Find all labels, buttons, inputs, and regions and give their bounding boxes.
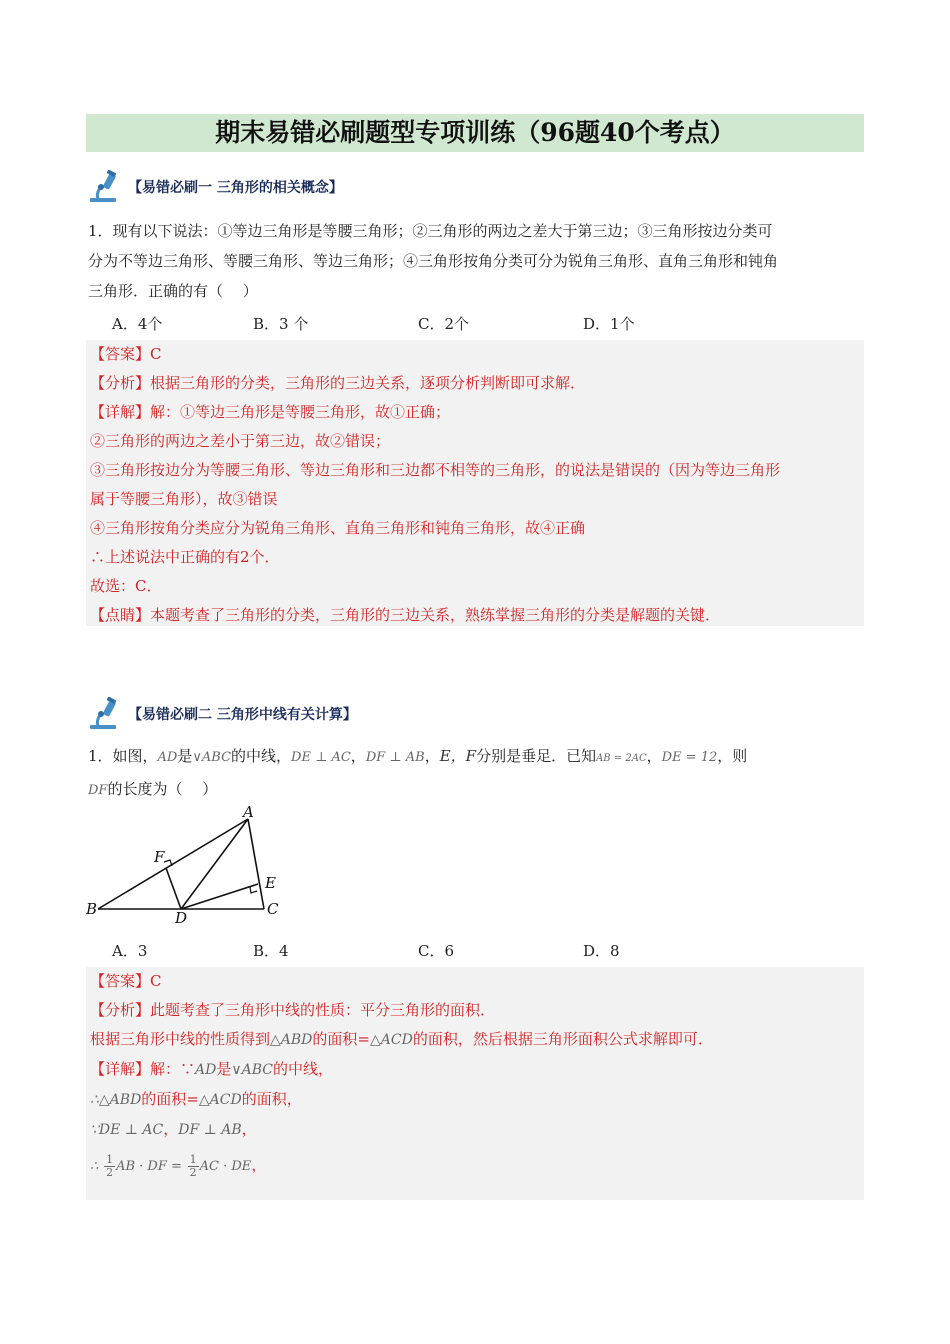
right-angle-e	[250, 887, 257, 893]
question-text: 1．如图，	[88, 747, 158, 765]
label-f: F	[154, 848, 165, 866]
microscope-icon	[86, 170, 126, 204]
detail-line: ∴上述说法中正确的有2个．	[90, 548, 280, 566]
question-text: 的长度为（ ）	[107, 780, 218, 798]
fraction-half	[104, 1154, 115, 1179]
option-d: D．1个	[583, 315, 635, 333]
section-label-1: 【易错必刷一 三角形的相关概念】	[128, 180, 343, 196]
question-text: ，	[424, 747, 440, 765]
math-df-perp-ab: DF ⊥ AB	[178, 1122, 242, 1138]
detail-line	[90, 1115, 860, 1145]
option-b: B．4	[253, 942, 289, 960]
triangle-figure	[86, 806, 286, 924]
answer-box-2	[86, 967, 864, 1200]
option-a: A．3	[112, 942, 148, 960]
median-ad	[181, 819, 248, 909]
math-therefore: ∴	[90, 1159, 99, 1174]
math-abc: ∨ABC	[192, 750, 232, 765]
math-ab-df: AB · DF =	[116, 1159, 182, 1174]
label-e: E	[265, 874, 276, 892]
detail-line: 【详解】解：①等边三角形是等腰三角形，故①正确；	[90, 403, 451, 421]
math-ac-de: AC · DE	[199, 1159, 252, 1174]
detail-line: ②三角形的两边之差小于第三边，故②错误；	[90, 432, 391, 450]
question-1-text	[88, 216, 868, 306]
perp-df	[166, 868, 181, 909]
fraction-half	[188, 1154, 199, 1179]
comment-line: 【点睛】本题考查了三角形的分类，三角形的三边关系，熟练掌握三角形的分类是解题的关键．	[90, 606, 721, 624]
choice-line: 故选：C．	[90, 577, 162, 595]
label-d: D	[175, 909, 188, 924]
question-1-options	[112, 313, 812, 335]
analysis-line-2	[90, 1025, 860, 1055]
detail-line	[90, 1055, 860, 1085]
section-label-2: 【易错必刷二 三角形中线有关计算】	[128, 707, 357, 723]
answer-text: ，	[251, 1156, 267, 1174]
math-ad: AD	[157, 750, 178, 765]
label-a: A	[243, 806, 254, 821]
section-header-2	[86, 697, 357, 731]
question-text: ，	[350, 747, 366, 765]
answer-text: 的面积=	[141, 1090, 199, 1108]
math-ad: AD	[195, 1062, 217, 1078]
question-2-options	[112, 940, 812, 962]
analysis-line: 【分析】根据三角形的分类，三角形的三边关系，逐项分析判断即可求解．	[90, 374, 586, 392]
question-text: 的中线，	[231, 747, 292, 765]
detail-line: ④三角形按角分类应分为锐角三角形、直角三角形和钝角三角形，故④正确	[90, 519, 586, 537]
fraction-numerator: 1	[106, 1152, 114, 1166]
option-d: D．8	[583, 942, 620, 960]
answer-text: 是	[216, 1060, 232, 1078]
math-acd: △ACD	[369, 1032, 413, 1048]
microscope-icon	[86, 697, 126, 731]
math-de-perp-ac: DE ⊥ AC	[291, 750, 351, 765]
math-de-perp-ac: ∵DE ⊥ AC	[90, 1122, 164, 1138]
option-a: A．4个	[112, 315, 163, 333]
option-c: C．2个	[418, 315, 470, 333]
question-line: 分为不等边三角形、等腰三角形、等边三角形；④三角形按角分类可分为锐角三角形、直角三角形和钝角	[88, 252, 779, 270]
math-abc: ∨ABC	[231, 1062, 273, 1078]
question-2-text	[88, 741, 868, 806]
detail-line	[90, 1085, 860, 1115]
answer-line: 【答案】C	[90, 345, 162, 363]
side-ba	[98, 819, 248, 909]
detail-line: ③三角形按边分为等腰三角形、等边三角形和三边都不相等的三角形，的说法是错误的（因为等边三角形	[90, 461, 781, 479]
math-abd: ∴△ABD	[90, 1092, 142, 1108]
side-ac	[248, 819, 264, 909]
math-abd: △ABD	[270, 1032, 313, 1048]
fraction-denominator: 2	[189, 1165, 197, 1179]
label-c: C	[267, 900, 279, 918]
question-text: 是	[177, 747, 193, 765]
answer-text: 的中线，	[273, 1060, 334, 1078]
answer-text: 的面积，	[241, 1090, 302, 1108]
answer-text: 的面积=	[312, 1030, 370, 1048]
answer-text: ，	[163, 1120, 179, 1138]
math-df-perp-ab: DF ⊥ AB	[365, 750, 425, 765]
section-header-1	[86, 170, 343, 204]
page-title: 期末易错必刷题型专项训练（96题40个考点）	[86, 114, 864, 152]
answer-text: 的面积，然后根据三角形面积公式求解即可．	[412, 1030, 713, 1048]
question-line: 1．现有以下说法：①等边三角形是等腰三角形；②三角形的两边之差大于第三边；③三角形按边分类可	[88, 222, 773, 240]
detail-equation	[90, 1145, 860, 1187]
option-b: B．3 个	[253, 315, 309, 333]
math-ab-2ac: AB = 2AC	[596, 753, 647, 764]
math-acd: △ACD	[198, 1092, 242, 1108]
answer-text: 【详解】解：∵	[90, 1060, 196, 1078]
answer-text: ，	[241, 1120, 257, 1138]
label-b: B	[86, 900, 98, 918]
math-de-12: DE = 12	[661, 750, 718, 765]
detail-line: 属于等腰三角形），故③错误	[90, 490, 278, 508]
fraction-numerator: 1	[189, 1152, 197, 1166]
question-text: 分别是垂足．已知	[476, 747, 597, 765]
answer-box-1	[86, 340, 864, 626]
question-line: 三角形．正确的有（ ）	[88, 282, 258, 300]
answer-line: 【答案】C	[90, 972, 162, 990]
answer-text: 根据三角形中线的性质得到	[90, 1030, 271, 1048]
option-c: C．6	[418, 942, 455, 960]
analysis-line: 【分析】此题考查了三角形中线的性质：平分三角形的面积．	[90, 1001, 496, 1019]
question-text: ，	[646, 747, 662, 765]
math-ef: E，F	[439, 747, 477, 765]
math-df: DF	[88, 783, 108, 798]
fraction-denominator: 2	[106, 1165, 114, 1179]
perp-de	[181, 884, 258, 909]
question-text: ，则	[717, 747, 748, 765]
